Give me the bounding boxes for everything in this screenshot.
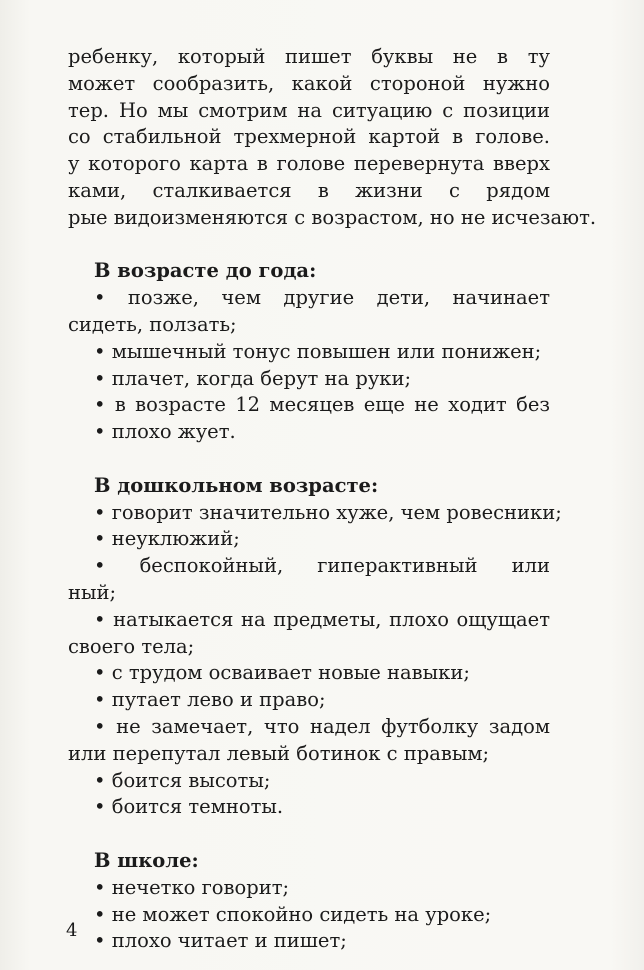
section-preschool <box>68 473 562 821</box>
list-item: • говорит значительно хуже, чем ровесники; <box>94 500 562 524</box>
list-item: • плачет, когда берут на руки; <box>94 366 412 390</box>
intro-line: рые видоизменяются с возрастом, но не исчезают. <box>68 205 597 229</box>
page-number: 4 <box>66 920 78 941</box>
list-item-continuation: своего тела; <box>68 634 195 658</box>
list-item: • беспокойный, гиперактивный или <box>94 554 550 578</box>
page-text <box>68 44 597 955</box>
list-item: • нечетко говорит; <box>94 875 290 899</box>
section-heading: В возрасте до года: <box>94 259 317 283</box>
list-item: • плохо читает и пишет; <box>94 929 347 953</box>
intro-line: может сообразить, какой стороной нужно <box>68 71 550 95</box>
section-school <box>68 848 550 955</box>
intro-line: тер. Но мы смотрим на ситуацию с позиции <box>68 98 550 122</box>
intro-paragraph <box>68 44 597 232</box>
intro-line: со стабильной трехмерной картой в голове. <box>68 125 550 149</box>
list-item: • с трудом осваивает новые навыки; <box>94 661 470 685</box>
intro-line: ребенку, который пишет буквы не в ту <box>68 45 550 68</box>
list-item: • натыкается на предметы, плохо ощущает <box>94 607 550 631</box>
list-item-continuation: ный; <box>68 580 117 604</box>
list-item: • не замечает, что надел футболку задом <box>94 714 550 738</box>
list-item: • неуклюжий; <box>94 527 240 551</box>
list-item: • в возрасте 12 месяцев еще не ходит без <box>94 393 550 417</box>
list-item: • плохо жует. <box>94 420 236 444</box>
section-heading: В дошкольном возрасте: <box>94 473 379 497</box>
intro-line: ками, сталкивается в жизни с рядом <box>68 178 550 202</box>
list-item: • мышечный тонус повышен или понижен; <box>94 339 542 363</box>
list-item-continuation: сидеть, ползать; <box>68 312 237 336</box>
list-item: • боится темноты. <box>94 795 284 819</box>
list-item: • путает лево и право; <box>94 688 326 712</box>
list-item: • позже, чем другие дети, начинает <box>94 286 550 310</box>
list-item-continuation: или перепутал левый ботинок с правым; <box>68 741 490 765</box>
list-item: • боится высоты; <box>94 768 271 792</box>
section-infancy <box>68 258 550 446</box>
list-item: • не может спокойно сидеть на уроке; <box>94 902 492 926</box>
intro-line: у которого карта в голове перевернута вверх <box>68 152 550 176</box>
section-heading: В школе: <box>94 848 199 872</box>
